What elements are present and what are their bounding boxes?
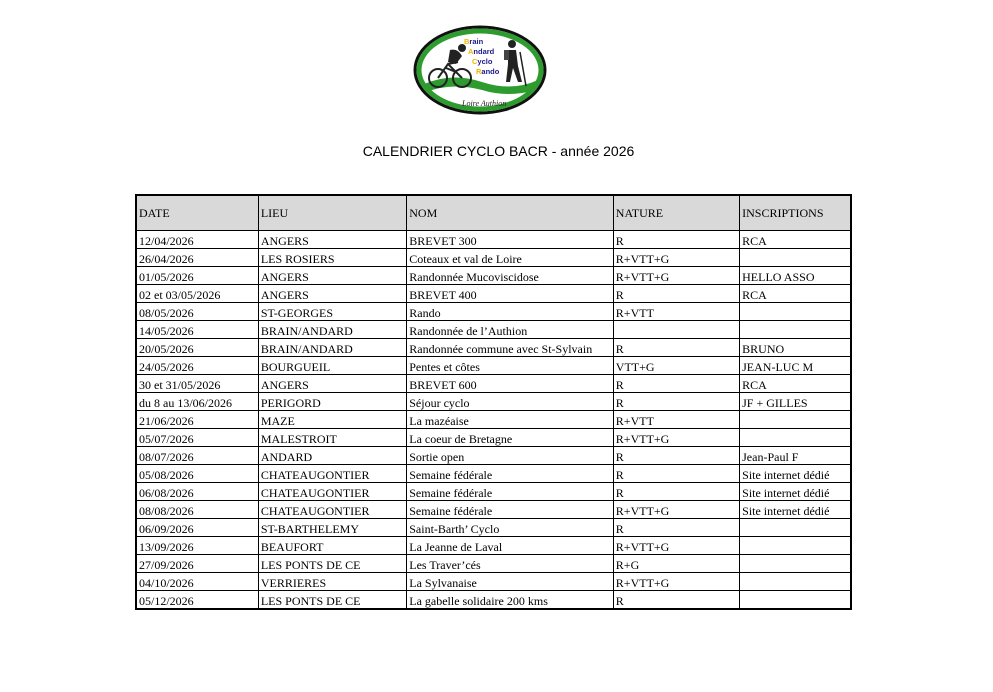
- cell-lieu: VERRIERES: [258, 573, 406, 591]
- cell-nom: La gabelle solidaire 200 kms: [407, 591, 614, 610]
- cell-nom: BREVET 400: [407, 285, 614, 303]
- table-row: [136, 411, 851, 429]
- cell-lieu: BOURGUEIL: [258, 357, 406, 375]
- cell-nom: Les Traver’cés: [407, 555, 614, 573]
- table-row: [136, 555, 851, 573]
- cell-nom: Randonnée Mucoviscidose: [407, 267, 614, 285]
- club-logo: [412, 24, 548, 116]
- cell-date: 27/09/2026: [136, 555, 258, 573]
- cell-nom: BREVET 300: [407, 231, 614, 249]
- table-row: [136, 339, 851, 357]
- svg-text:Andard: Andard: [468, 47, 495, 56]
- cell-lieu: LES PONTS DE CE: [258, 555, 406, 573]
- cell-date: 14/05/2026: [136, 321, 258, 339]
- cell-nature: R: [613, 231, 739, 249]
- cell-lieu: CHATEAUGONTIER: [258, 483, 406, 501]
- cell-nature: R+G: [613, 555, 739, 573]
- cell-inscriptions: Site internet dédié: [740, 465, 851, 483]
- cell-date: 20/05/2026: [136, 339, 258, 357]
- cell-date: 30 et 31/05/2026: [136, 375, 258, 393]
- cell-nature: R+VTT+G: [613, 501, 739, 519]
- cell-inscriptions: [740, 591, 851, 610]
- cell-inscriptions: Site internet dédié: [740, 483, 851, 501]
- cell-date: 08/05/2026: [136, 303, 258, 321]
- cell-nature: R: [613, 375, 739, 393]
- svg-text:Cyclo: Cyclo: [472, 57, 493, 66]
- cell-lieu: ANGERS: [258, 285, 406, 303]
- cell-nom: Sortie open: [407, 447, 614, 465]
- page-title: CALENDRIER CYCLO BACR - année 2026: [362, 143, 635, 159]
- cell-date: 05/07/2026: [136, 429, 258, 447]
- cell-lieu: BRAIN/ANDARD: [258, 321, 406, 339]
- cell-date: du 8 au 13/06/2026: [136, 393, 258, 411]
- cell-nom: La Jeanne de Laval: [407, 537, 614, 555]
- cell-nom: BREVET 600: [407, 375, 614, 393]
- cell-inscriptions: Site internet dédié: [740, 501, 851, 519]
- cell-lieu: ANGERS: [258, 375, 406, 393]
- table-row: [136, 393, 851, 411]
- cell-inscriptions: Jean-Paul F: [740, 447, 851, 465]
- cell-date: 05/12/2026: [136, 591, 258, 610]
- cell-nature: R: [613, 465, 739, 483]
- cell-nature: R+VTT+G: [613, 537, 739, 555]
- cell-inscriptions: [740, 573, 851, 591]
- cell-lieu: ANGERS: [258, 231, 406, 249]
- cell-lieu: LES PONTS DE CE: [258, 591, 406, 610]
- cell-inscriptions: JF + GILLES: [740, 393, 851, 411]
- cell-lieu: CHATEAUGONTIER: [258, 501, 406, 519]
- cell-nature: R: [613, 339, 739, 357]
- cell-nom: La mazéaise: [407, 411, 614, 429]
- cell-lieu: BEAUFORT: [258, 537, 406, 555]
- header-date: DATE: [136, 195, 258, 231]
- cell-inscriptions: [740, 321, 851, 339]
- cell-date: 04/10/2026: [136, 573, 258, 591]
- cell-date: 24/05/2026: [136, 357, 258, 375]
- cell-lieu: MALESTROIT: [258, 429, 406, 447]
- cell-inscriptions: [740, 303, 851, 321]
- table-row: [136, 573, 851, 591]
- cell-date: 26/04/2026: [136, 249, 258, 267]
- table-header-row: [136, 195, 851, 231]
- cell-nature: R+VTT: [613, 303, 739, 321]
- header-lieu: LIEU: [258, 195, 406, 231]
- cell-inscriptions: RCA: [740, 285, 851, 303]
- cell-inscriptions: BRUNO: [740, 339, 851, 357]
- table-row: [136, 465, 851, 483]
- cell-nom: La Sylvanaise: [407, 573, 614, 591]
- cell-inscriptions: RCA: [740, 375, 851, 393]
- cell-lieu: LES ROSIERS: [258, 249, 406, 267]
- cell-date: 08/08/2026: [136, 501, 258, 519]
- cell-nom: Semaine fédérale: [407, 501, 614, 519]
- cell-lieu: ST-GEORGES: [258, 303, 406, 321]
- cell-nature: VTT+G: [613, 357, 739, 375]
- cell-inscriptions: [740, 429, 851, 447]
- cell-lieu: ST-BARTHELEMY: [258, 519, 406, 537]
- table-row: [136, 231, 851, 249]
- header-inscriptions: INSCRIPTIONS: [740, 195, 851, 231]
- table-row: [136, 483, 851, 501]
- table-row: [136, 285, 851, 303]
- table-row: [136, 303, 851, 321]
- cell-nature: [613, 321, 739, 339]
- cell-lieu: CHATEAUGONTIER: [258, 465, 406, 483]
- cell-lieu: ANGERS: [258, 267, 406, 285]
- cell-nom: Randonnée de l’Authion: [407, 321, 614, 339]
- cell-inscriptions: [740, 537, 851, 555]
- cell-nom: La coeur de Bretagne: [407, 429, 614, 447]
- cell-nature: R: [613, 447, 739, 465]
- table-row: [136, 375, 851, 393]
- cell-inscriptions: [740, 411, 851, 429]
- cell-nature: R: [613, 393, 739, 411]
- cell-nature: R+VTT+G: [613, 429, 739, 447]
- cell-date: 02 et 03/05/2026: [136, 285, 258, 303]
- cell-date: 05/08/2026: [136, 465, 258, 483]
- cell-date: 06/09/2026: [136, 519, 258, 537]
- svg-text:Brain: Brain: [464, 37, 484, 46]
- cell-date: 06/08/2026: [136, 483, 258, 501]
- cell-inscriptions: RCA: [740, 231, 851, 249]
- cell-nature: R+VTT+G: [613, 249, 739, 267]
- cell-nature: R+VTT: [613, 411, 739, 429]
- table-row: [136, 501, 851, 519]
- cell-lieu: BRAIN/ANDARD: [258, 339, 406, 357]
- logo-subtitle: Loire Authion: [462, 99, 507, 108]
- header-nom: NOM: [407, 195, 614, 231]
- cell-nature: R+VTT+G: [613, 573, 739, 591]
- table-row: [136, 267, 851, 285]
- header-nature: NATURE: [613, 195, 739, 231]
- cell-lieu: ANDARD: [258, 447, 406, 465]
- cell-nature: R: [613, 591, 739, 610]
- cell-date: 21/06/2026: [136, 411, 258, 429]
- cell-inscriptions: HELLO ASSO: [740, 267, 851, 285]
- cell-date: 12/04/2026: [136, 231, 258, 249]
- table-row: [136, 321, 851, 339]
- cell-lieu: MAZE: [258, 411, 406, 429]
- cell-nom: Rando: [407, 303, 614, 321]
- cell-nom: Semaine fédérale: [407, 465, 614, 483]
- svg-text:Rando: Rando: [476, 67, 500, 76]
- cell-date: 08/07/2026: [136, 447, 258, 465]
- cell-nom: Coteaux et val de Loire: [407, 249, 614, 267]
- cell-lieu: PERIGORD: [258, 393, 406, 411]
- table-row: [136, 591, 851, 610]
- table-row: [136, 429, 851, 447]
- cell-nom: Pentes et côtes: [407, 357, 614, 375]
- calendar-table: [135, 194, 852, 610]
- table-row: [136, 447, 851, 465]
- cell-inscriptions: [740, 555, 851, 573]
- cell-inscriptions: [740, 249, 851, 267]
- cell-date: 01/05/2026: [136, 267, 258, 285]
- cell-nom: Saint-Barth’ Cyclo: [407, 519, 614, 537]
- cell-nature: R: [613, 285, 739, 303]
- cell-inscriptions: [740, 519, 851, 537]
- table-row: [136, 537, 851, 555]
- cell-nature: R: [613, 519, 739, 537]
- table-row: [136, 519, 851, 537]
- logo-line-1: rain: [469, 37, 484, 46]
- table-row: [136, 357, 851, 375]
- cell-nature: R: [613, 483, 739, 501]
- cell-inscriptions: JEAN-LUC M: [740, 357, 851, 375]
- cell-nature: R+VTT+G: [613, 267, 739, 285]
- table-row: [136, 249, 851, 267]
- cell-nom: Séjour cyclo: [407, 393, 614, 411]
- cell-nom: Randonnée commune avec St-Sylvain: [407, 339, 614, 357]
- cell-nom: Semaine fédérale: [407, 483, 614, 501]
- cell-date: 13/09/2026: [136, 537, 258, 555]
